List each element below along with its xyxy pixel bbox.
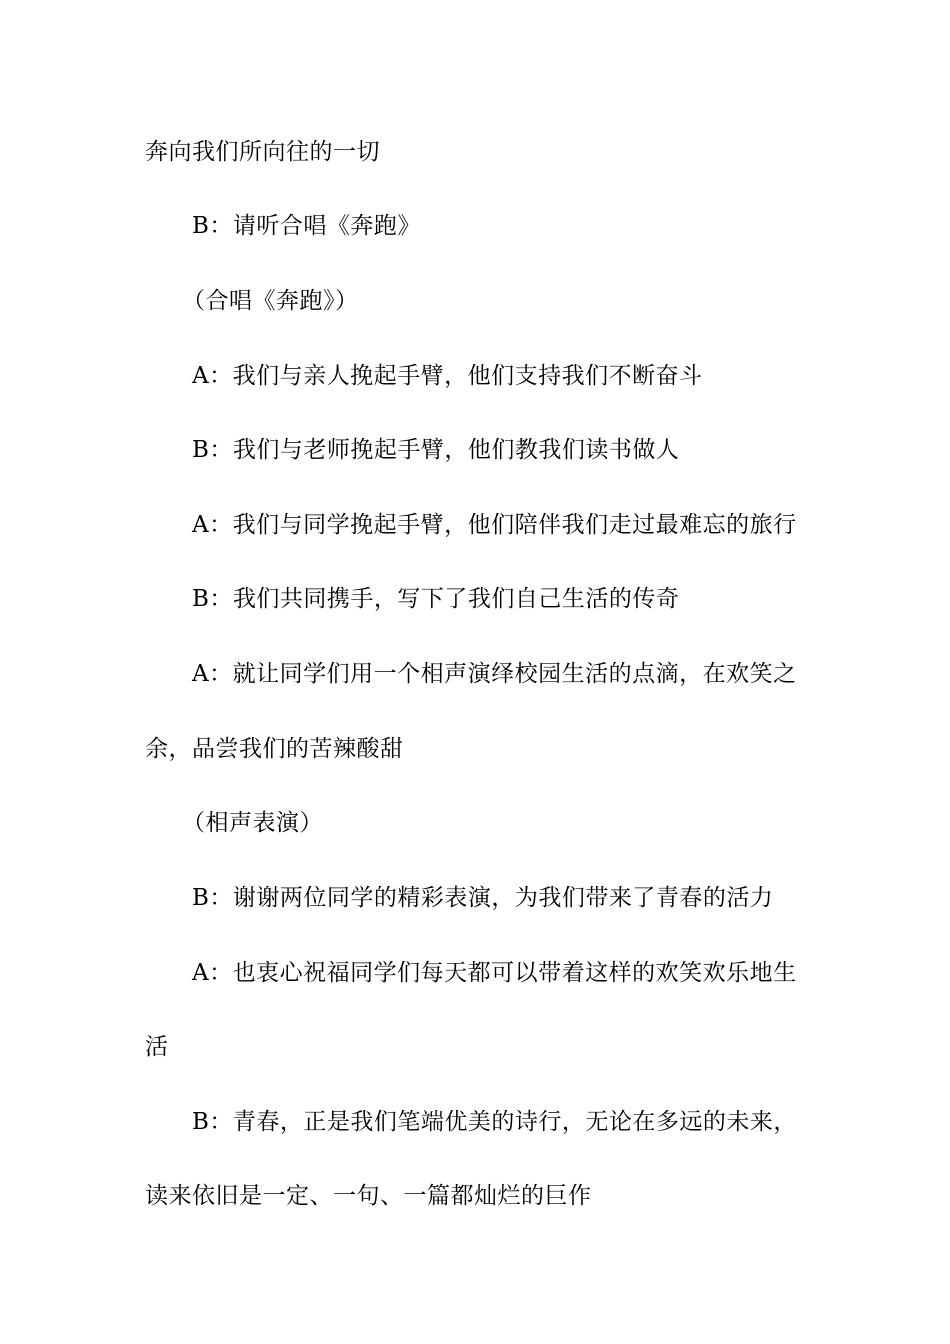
text-line: A：我们与同学挽起手臂，他们陪伴我们走过最难忘的旅行 <box>192 512 797 538</box>
text-line: B：我们与老师挽起手臂，他们教我们读书做人 <box>192 437 680 463</box>
text-line: （合唱《奔跑》） <box>182 288 359 314</box>
text-line: B：请听合唱《奔跑》 <box>192 213 421 239</box>
text-line: B：我们共同携手，写下了我们自己生活的传奇 <box>192 586 680 612</box>
text-line: A：我们与亲人挽起手臂，他们支持我们不断奋斗 <box>192 363 703 389</box>
text-line: （相声表演） <box>182 810 323 836</box>
text-line: B：谢谢两位同学的精彩表演，为我们带来了青春的活力 <box>192 885 774 911</box>
text-line: 读来依旧是一定、一句、一篇都灿烂的巨作 <box>145 1183 592 1209</box>
text-line: 余，品尝我们的苦辣酸甜 <box>145 736 404 762</box>
text-line: A：就让同学们用一个相声演绎校园生活的点滴，在欢笑之 <box>192 661 797 687</box>
text-line: B：青春，正是我们笔端优美的诗行，无论在多远的未来， <box>192 1109 797 1135</box>
text-line: 奔向我们所向往的一切 <box>145 139 380 165</box>
text-line: 活 <box>145 1034 169 1060</box>
text-line: A：也衷心祝福同学们每天都可以带着这样的欢笑欢乐地生 <box>192 960 797 986</box>
